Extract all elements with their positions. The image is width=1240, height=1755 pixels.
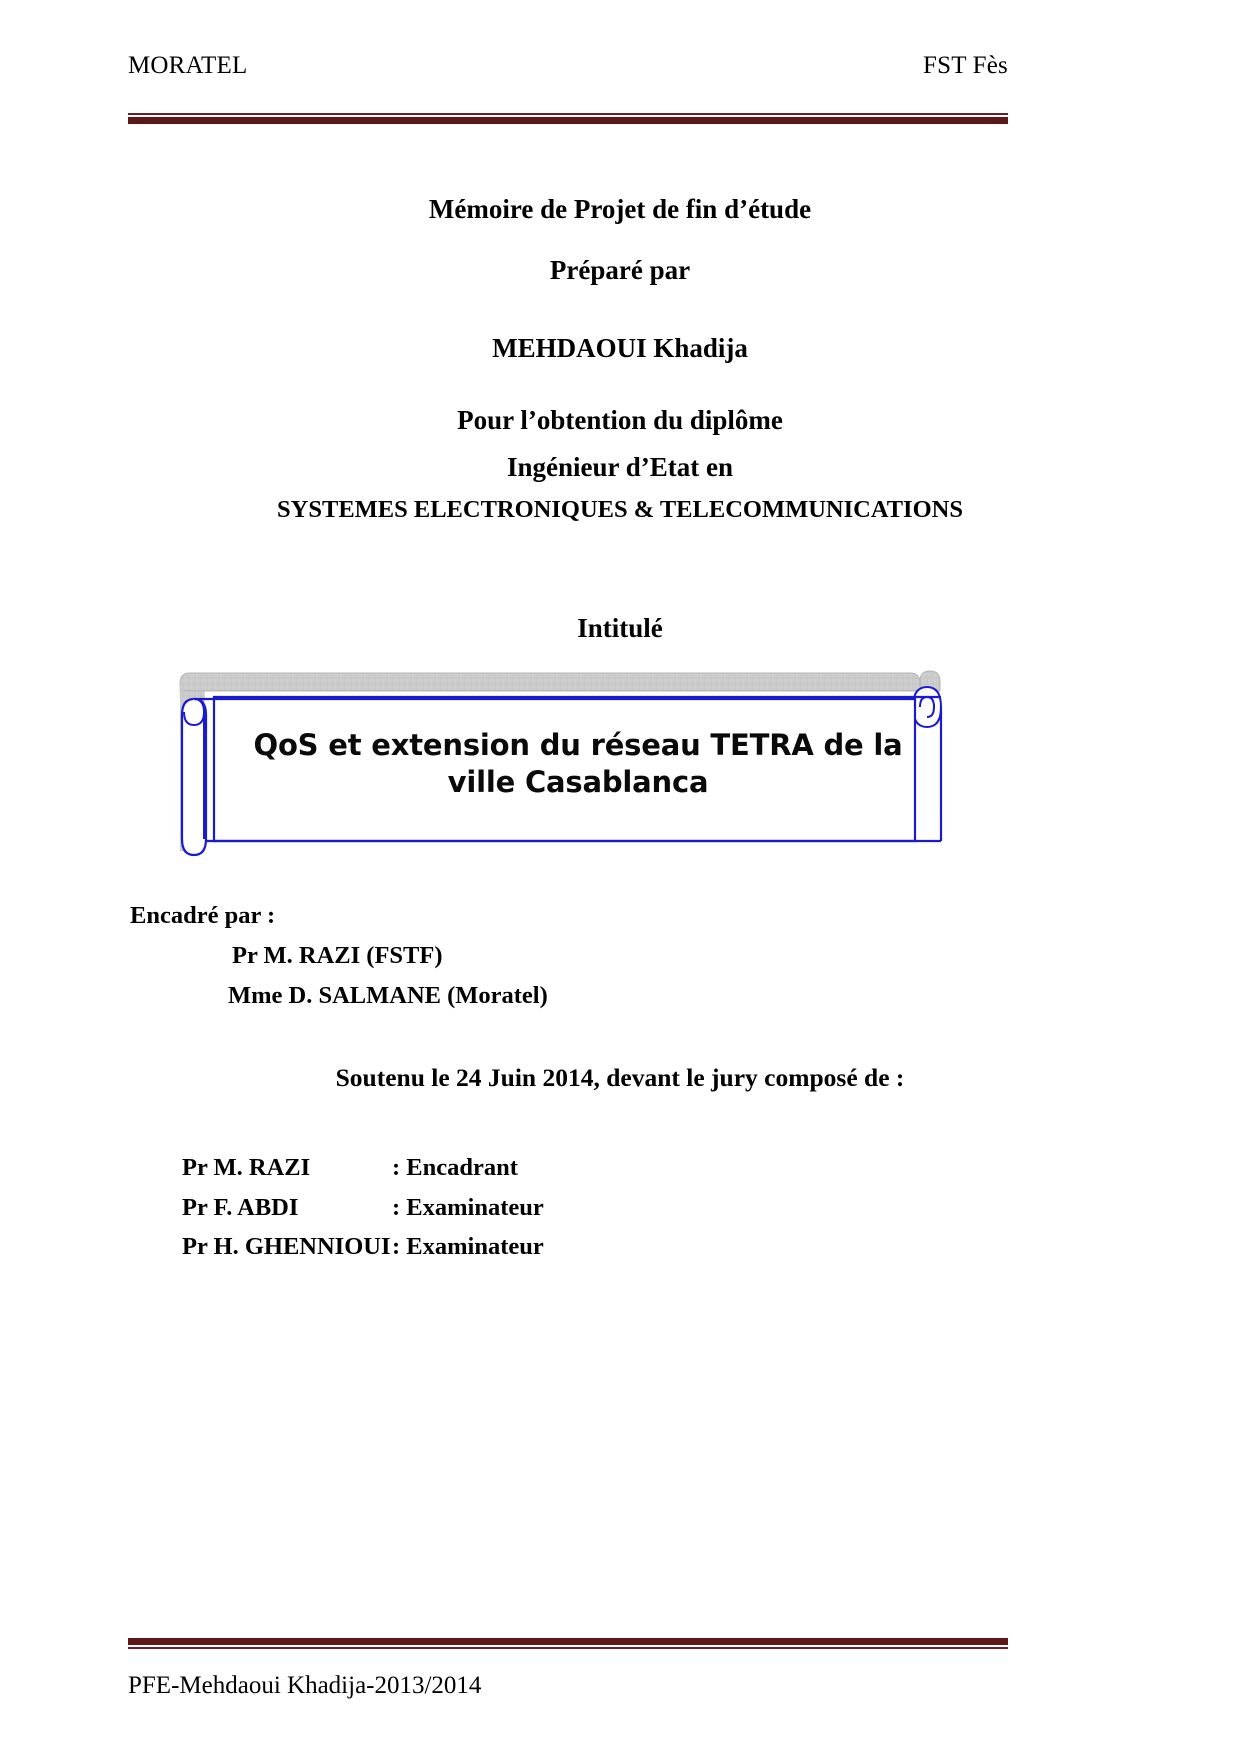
intitule-label: Intitulé (577, 613, 663, 643)
jury-row (182, 1227, 544, 1267)
defense-line: Soutenu le 24 Juin 2014, devant le jury composé de : (335, 1063, 905, 1092)
diploma-line: Pour l’obtention du diplôme (457, 405, 783, 435)
jury-list (182, 1148, 544, 1267)
footer-divider-rule (128, 1638, 1008, 1649)
jury-member-role: : Examinateur (392, 1193, 544, 1221)
header-divider-rule (128, 113, 1008, 124)
header-rule-thick (128, 117, 1008, 124)
supervisor-1: Pr M. RAZI (FSTF) (232, 942, 443, 969)
footer-text: PFE-Mehdaoui Khadija-2013/2014 (128, 1672, 482, 1699)
jury-member-name: Pr M. RAZI (182, 1154, 311, 1181)
degree-line: Ingénieur d’Etat en (506, 452, 734, 482)
prepared-by-label: Préparé par (549, 255, 691, 285)
supervisor-2: Mme D. SALMANE (Moratel) (228, 982, 548, 1009)
memoire-heading: Mémoire de Projet de fin d’étude (428, 194, 812, 224)
supervision-label: Encadré par : (130, 902, 276, 929)
jury-row (182, 1188, 544, 1228)
jury-member-role: : Encadrant (392, 1154, 518, 1181)
header-right-text: FST Fès (922, 52, 1008, 79)
author-name: MEHDAOUI Khadija (492, 333, 748, 363)
page-header (128, 52, 1008, 80)
specialty-line: SYSTEMES ELECTRONIQUES & TELECOMMUNICATIONS (277, 496, 963, 523)
jury-row (182, 1148, 544, 1188)
scroll-curl-top-right (913, 687, 941, 727)
jury-member-name: Pr F. ABDI (182, 1193, 299, 1221)
thesis-title: QoS et extension du réseau TETRA de la ville Casablanca (253, 728, 903, 800)
footer-rule-thick (128, 1638, 1008, 1645)
footer-rule-thin (128, 1647, 1008, 1649)
jury-member-role: : Examinateur (392, 1233, 544, 1261)
header-left-text: MORATEL (128, 52, 248, 79)
jury-member-name: Pr H. GHENNIOUI (182, 1233, 391, 1261)
